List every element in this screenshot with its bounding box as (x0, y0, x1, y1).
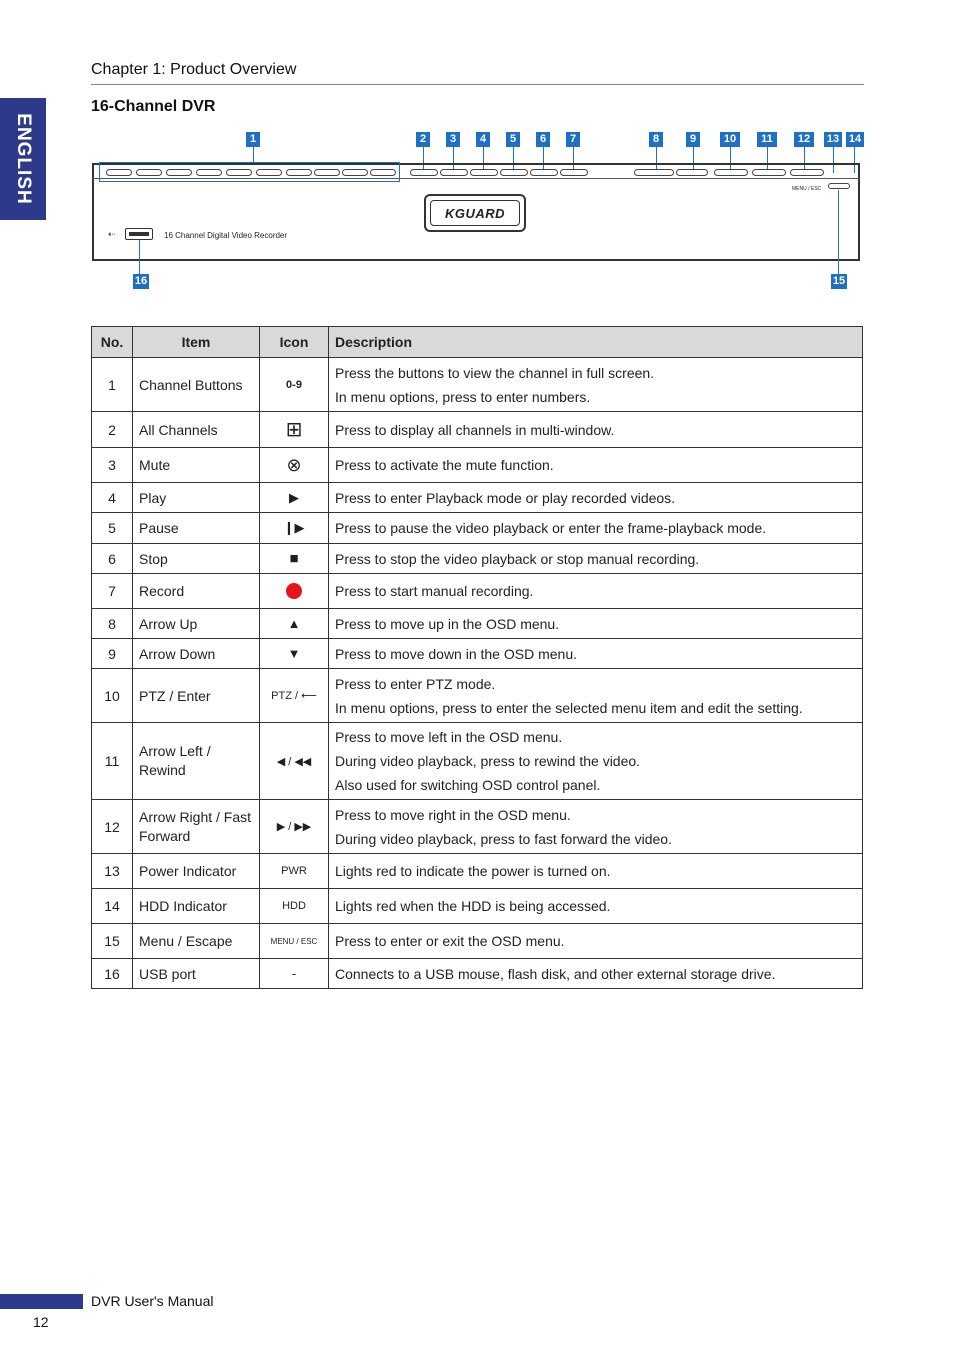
table-header-row (92, 327, 863, 358)
row-number: 1 (92, 358, 133, 412)
channel-button (136, 169, 162, 176)
table-row (92, 800, 863, 854)
arrow-up-icon: ▲ (260, 609, 329, 639)
callout-8: 8 (649, 132, 663, 147)
row-number: 9 (92, 639, 133, 669)
row-icon-cell (260, 574, 329, 609)
row-description (329, 639, 863, 669)
callout-1: 1 (246, 132, 260, 147)
description-line: During video playback, press to rewind the video. (335, 753, 641, 769)
row-description (329, 924, 863, 959)
pause-icon: ❙▶ (260, 513, 329, 544)
row-item: USB port (133, 959, 260, 989)
row-number: 16 (92, 959, 133, 989)
header-icon: Icon (260, 327, 329, 358)
callout-leader (838, 190, 839, 274)
row-description (329, 889, 863, 924)
callout-2: 2 (416, 132, 430, 147)
channel-button (256, 169, 282, 176)
table-row (92, 574, 863, 609)
arrow-left-button (752, 169, 786, 176)
row-item: All Channels (133, 412, 260, 448)
callout-6: 6 (536, 132, 550, 147)
callout-leader (253, 147, 254, 162)
channel-button (370, 169, 396, 176)
callout-3: 3 (446, 132, 460, 147)
stop-button (530, 169, 558, 176)
ptz-enter-icon: PTZ / ⟵ (260, 669, 329, 723)
callout-13: 13 (824, 132, 842, 147)
chapter-divider (91, 84, 864, 85)
row-item: Stop (133, 544, 260, 574)
table-row (92, 609, 863, 639)
callout-10: 10 (720, 132, 740, 147)
section-title: 16-Channel DVR (91, 98, 216, 115)
description-line: Connects to a USB mouse, flash disk, and other external storage drive. (335, 965, 776, 982)
page-number: 12 (33, 1314, 49, 1330)
callout-14: 14 (846, 132, 864, 147)
mute-button (440, 169, 468, 176)
row-description (329, 483, 863, 513)
table-row (92, 889, 863, 924)
front-panel-label: 16 Channel Digital Video Recorder (164, 231, 288, 240)
row-description (329, 723, 863, 800)
row-number: 11 (92, 723, 133, 800)
row-description (329, 800, 863, 854)
row-number: 6 (92, 544, 133, 574)
channel-button (166, 169, 192, 176)
ptz-enter-button (714, 169, 748, 176)
description-line: Press to display all channels in multi-window. (335, 421, 615, 438)
row-number: 12 (92, 800, 133, 854)
description-line: Press to enter PTZ mode. (335, 675, 496, 692)
description-line: Press to move up in the OSD menu. (335, 615, 560, 632)
description-line: Lights red to indicate the power is turned on. (335, 863, 611, 879)
description-line: Lights red when the HDD is being accessed. (335, 898, 611, 914)
description-line: Press to enter Playback mode or play recorded videos. (335, 489, 676, 506)
pause-button (500, 169, 528, 176)
footer-color-bar (0, 1294, 83, 1309)
kguard-logo-text: KGUARD (430, 200, 520, 226)
table-row (92, 448, 863, 483)
description-line: Press the buttons to view the channel in full screen. (335, 364, 655, 381)
power-indicator-icon: PWR (260, 854, 329, 889)
row-description (329, 412, 863, 448)
description-line: In menu options, press to enter numbers. (335, 388, 591, 405)
stop-icon: ■ (260, 544, 329, 574)
header-no: No. (92, 327, 133, 358)
menu-esc-button (828, 183, 850, 189)
row-item: Arrow Down (133, 639, 260, 669)
description-line: Press to stop the video playback or stop manual recording. (335, 550, 700, 567)
row-item: Pause (133, 513, 260, 544)
row-number: 5 (92, 513, 133, 544)
menu-esc-label: MENU / ESC (792, 186, 822, 192)
hdd-indicator-icon: HDD (260, 889, 329, 924)
play-icon: ▶ (260, 483, 329, 513)
row-number: 8 (92, 609, 133, 639)
row-description (329, 358, 863, 412)
table-row (92, 669, 863, 723)
footer-manual-title: DVR User's Manual (91, 1293, 214, 1309)
row-item: PTZ / Enter (133, 669, 260, 723)
menu-esc-icon: MENU / ESC (260, 924, 329, 959)
row-item: HDD Indicator (133, 889, 260, 924)
record-icon (286, 583, 302, 599)
play-button (470, 169, 498, 176)
kguard-logo (424, 194, 526, 232)
arrow-right-forward-icon: ▶ / ▶▶ (260, 800, 329, 854)
usb-port (125, 228, 153, 240)
language-side-tab (0, 98, 46, 220)
row-description (329, 669, 863, 723)
channel-button (196, 169, 222, 176)
table-row (92, 723, 863, 800)
table-row (92, 412, 863, 448)
row-description (329, 854, 863, 889)
table-row (92, 854, 863, 889)
chapter-title: Chapter 1: Product Overview (91, 61, 297, 78)
channel-button (286, 169, 312, 176)
channel-button (342, 169, 368, 176)
row-item: Channel Buttons (133, 358, 260, 412)
row-item: Arrow Up (133, 609, 260, 639)
row-number: 2 (92, 412, 133, 448)
button-description-table (91, 326, 863, 989)
mute-icon: ⊗ (260, 448, 329, 483)
row-item: Menu / Escape (133, 924, 260, 959)
description-line: Press to move down in the OSD menu. (335, 645, 577, 662)
description-line: During video playback, press to fast forward the video. (335, 830, 672, 847)
row-item: Arrow Left / Rewind (133, 723, 260, 800)
description-line: Press to activate the mute function. (335, 457, 554, 473)
header-description: Description (329, 327, 863, 358)
row-description (329, 544, 863, 574)
row-number: 14 (92, 889, 133, 924)
table-row (92, 959, 863, 989)
callout-9: 9 (686, 132, 700, 147)
table-row (92, 639, 863, 669)
channel-button (226, 169, 252, 176)
usb-port-icon: - (260, 959, 329, 989)
usb-symbol-icon: ⇠ (108, 229, 116, 239)
row-description (329, 959, 863, 989)
row-number: 13 (92, 854, 133, 889)
description-line: In menu options, press to enter the selected menu item and edit the setting. (335, 699, 803, 716)
row-number: 4 (92, 483, 133, 513)
header-item: Item (133, 327, 260, 358)
callout-16: 16 (134, 275, 148, 287)
grid-icon: ⊞ (260, 412, 329, 448)
callout-5: 5 (506, 132, 520, 147)
arrow-down-icon: ▼ (260, 639, 329, 669)
description-line: Press to start manual recording. (335, 583, 534, 599)
row-description (329, 574, 863, 609)
row-item: Record (133, 574, 260, 609)
table-row (92, 924, 863, 959)
record-button (560, 169, 588, 176)
channel-button (106, 169, 132, 176)
row-description (329, 609, 863, 639)
table-row (92, 483, 863, 513)
description-line: Press to pause the video playback or enter the frame-playback mode. (335, 520, 767, 536)
callout-12: 12 (794, 132, 814, 147)
callout-11: 11 (757, 132, 777, 147)
table-row (92, 513, 863, 544)
channel-button (314, 169, 340, 176)
row-description (329, 448, 863, 483)
arrow-up-button (634, 169, 674, 176)
dvr-front-panel-diagram (88, 128, 864, 293)
table-row (92, 358, 863, 412)
row-item: Mute (133, 448, 260, 483)
row-item: Play (133, 483, 260, 513)
description-line: Press to enter or exit the OSD menu. (335, 933, 565, 949)
callout-15: 15 (832, 275, 846, 287)
all-channels-button (410, 169, 438, 176)
description-line: Press to move left in the OSD menu. (335, 729, 563, 745)
description-line: Also used for switching OSD control panel. (335, 777, 601, 793)
arrow-left-rewind-icon: ◀ / ◀◀ (260, 723, 329, 800)
callout-4: 4 (476, 132, 490, 147)
arrow-down-button (676, 169, 708, 176)
row-number: 7 (92, 574, 133, 609)
channel-numbers-icon: 0-9 (260, 358, 329, 412)
row-number: 15 (92, 924, 133, 959)
callout-leader (139, 240, 140, 274)
row-description (329, 513, 863, 544)
language-label: ENGLISH (13, 113, 34, 205)
row-item: Power Indicator (133, 854, 260, 889)
row-number: 10 (92, 669, 133, 723)
row-item: Arrow Right / Fast Forward (133, 800, 260, 854)
callout-7: 7 (566, 132, 580, 147)
description-line: Press to move right in the OSD menu. (335, 806, 571, 823)
row-number: 3 (92, 448, 133, 483)
table-row (92, 544, 863, 574)
arrow-right-button (790, 169, 824, 176)
